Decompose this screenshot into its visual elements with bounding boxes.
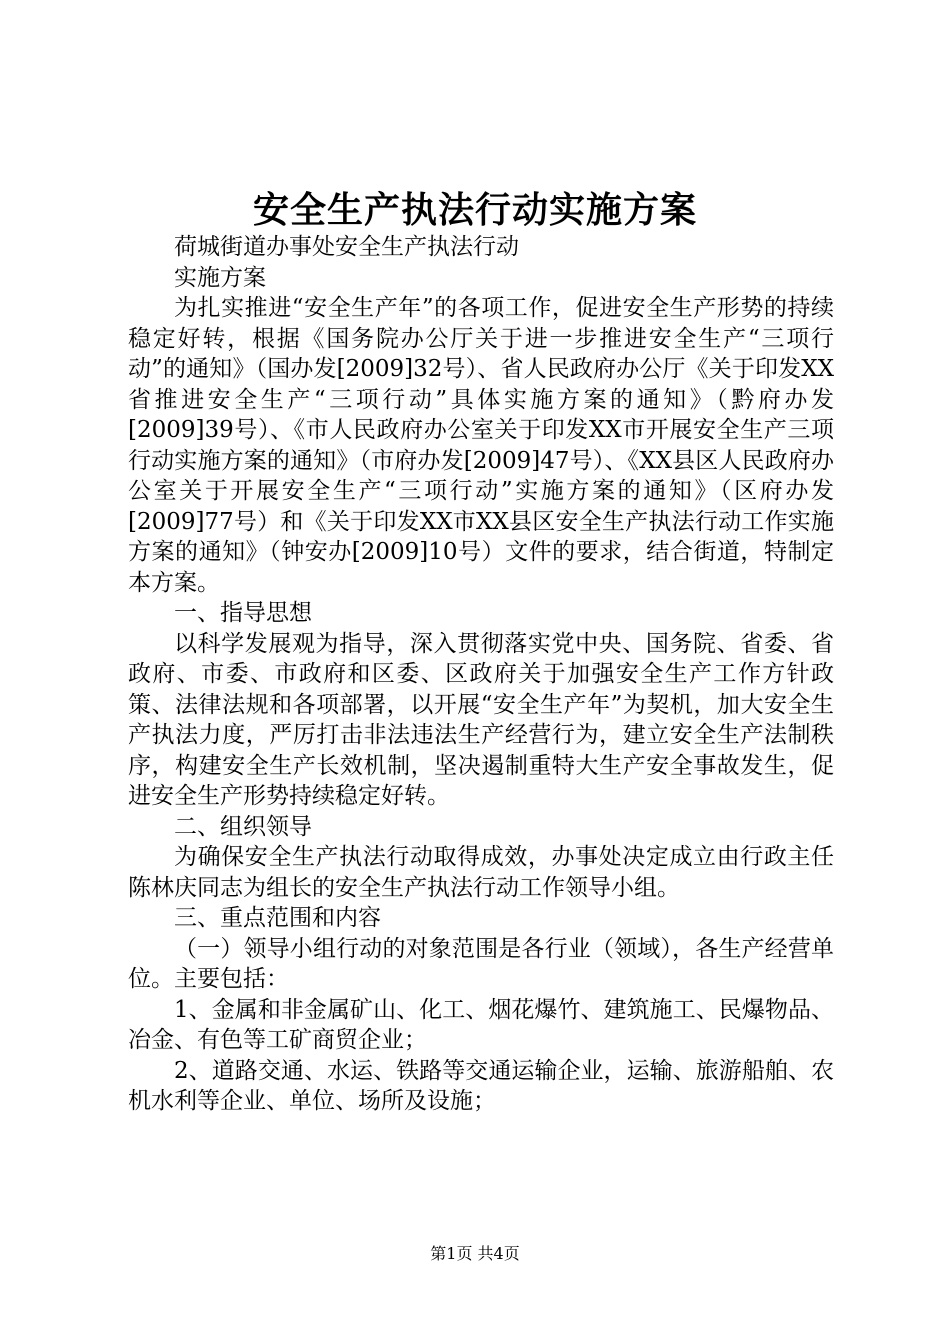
scope-item-2: 2、道路交通、水运、铁路等交通运输企业，运输、旅游船舶、农机水利等企业、单位、场所及设施；	[128, 1057, 834, 1114]
scope-paragraph: （一）领导小组行动的对象范围是各行业（领域），各生产经营单位。主要包括：	[128, 935, 834, 992]
page-footer: 第1页 共4页	[430, 1244, 520, 1263]
section-heading-organization: 二、组织领导	[174, 813, 312, 840]
subtitle-line-2: 实施方案	[174, 264, 266, 291]
section-heading-guiding-thought: 一、指导思想	[174, 600, 312, 626]
intro-paragraph: 为扎实推进“安全生产年”的各项工作，促进安全生产形势的持续稳定好转，根据《国务院办公厅关于进一步推进安全生产“三项行动”的通知》（国办发[2009]32号）、省人民政府办公厅《关于印发XX省推进安全生产“三项行动”具体实施方案的通知》（黔府办发[2009]39号）、《市人民政府办公室关于印发XX市开展安全生产三项行动实施方案的通知》（市府办发[2009]47号）、《XX县区人民政府办公室关于开展安全生产“三项行动”实施方案的通知》（区府办发[2009]77号）和《关于印发XX市XX县区安全生产执法行动工作实施方案的通知》（钟安办[2009]10号）文件的要求，结合街道，特制定本方案。	[128, 295, 834, 596]
scope-item-1: 1、金属和非金属矿山、化工、烟花爆竹、建筑施工、民爆物品、冶金、有色等工矿商贸企业；	[128, 996, 834, 1053]
organization-paragraph: 为确保安全生产执法行动取得成效，办事处决定成立由行政主任陈林庆同志为组长的安全生产执法行动工作领导小组。	[128, 844, 834, 901]
document-title: 安全生产执法行动实施方案	[252, 189, 697, 231]
section-heading-scope: 三、重点范围和内容	[174, 905, 381, 931]
document-body	[128, 232, 834, 1117]
guiding-thought-paragraph: 以科学发展观为指导，深入贯彻落实党中央、国务院、省委、省政府、市委、市政府和区委、区政府关于加强安全生产工作方针政策、法律法规和各项部署，以开展“安全生产年”为契机，加大安全生产执法力度，严厉打击非法违法生产经营行为，建立安全生产法制秩序，构建安全生产长效机制，坚决遏制重特大生产安全事故发生，促进安全生产形势持续稳定好转。	[128, 630, 834, 809]
subtitle-line-1: 荷城街道办事处安全生产执法行动	[174, 234, 519, 260]
